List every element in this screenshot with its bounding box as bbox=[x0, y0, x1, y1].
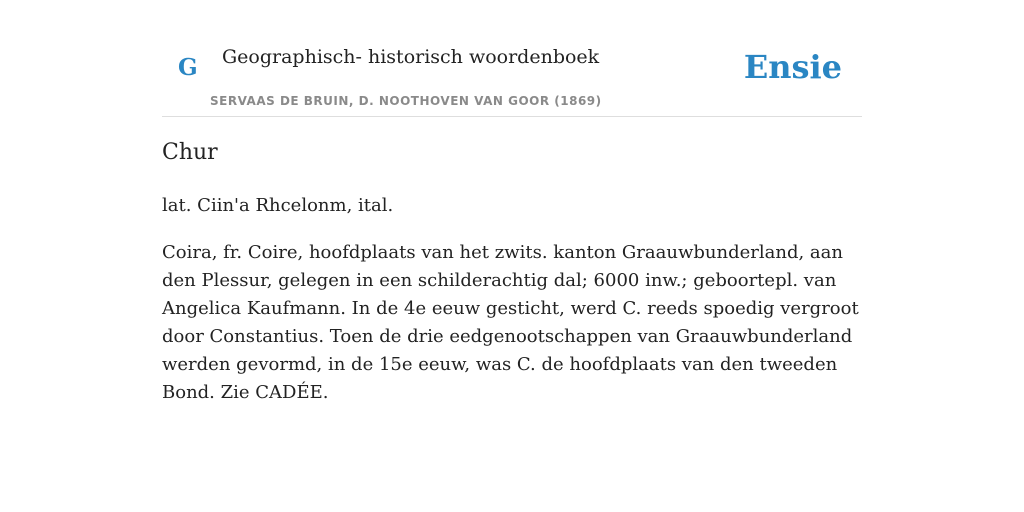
entry-paragraph: Coira, fr. Coire, hoofdplaats van het zwits. kanton Graauwbunderland, aan den Plessur, gelegen in een schilderachtig dal; 6000 inw.; geboortepl. van Angelica Kaufmann. In de 4e eeuw gesticht, werd C. reeds spoedig vergroot door Constantius. Toen de drie eedgenootschappen van Graauwbunderland werden gevormd, in de 15e eeuw, was C. de hoofdplaats van den tweeden Bond. Zie CADÉE. bbox=[162, 242, 859, 403]
ensie-logo-link[interactable]: Ensie bbox=[743, 48, 842, 86]
book-title-link[interactable]: Geographisch- historisch woordenboek bbox=[222, 46, 600, 68]
entry-title: Chur bbox=[162, 140, 218, 165]
entry-body bbox=[162, 192, 862, 426]
entry-paragraph: lat. Ciin'a Rhcelonm, ital. bbox=[162, 195, 394, 216]
dictionary-header bbox=[162, 0, 862, 117]
book-logo-link[interactable]: G bbox=[178, 54, 198, 81]
book-authors: SERVAAS DE BRUIN, D. NOOTHOVEN VAN GOOR (1869) bbox=[210, 94, 602, 108]
